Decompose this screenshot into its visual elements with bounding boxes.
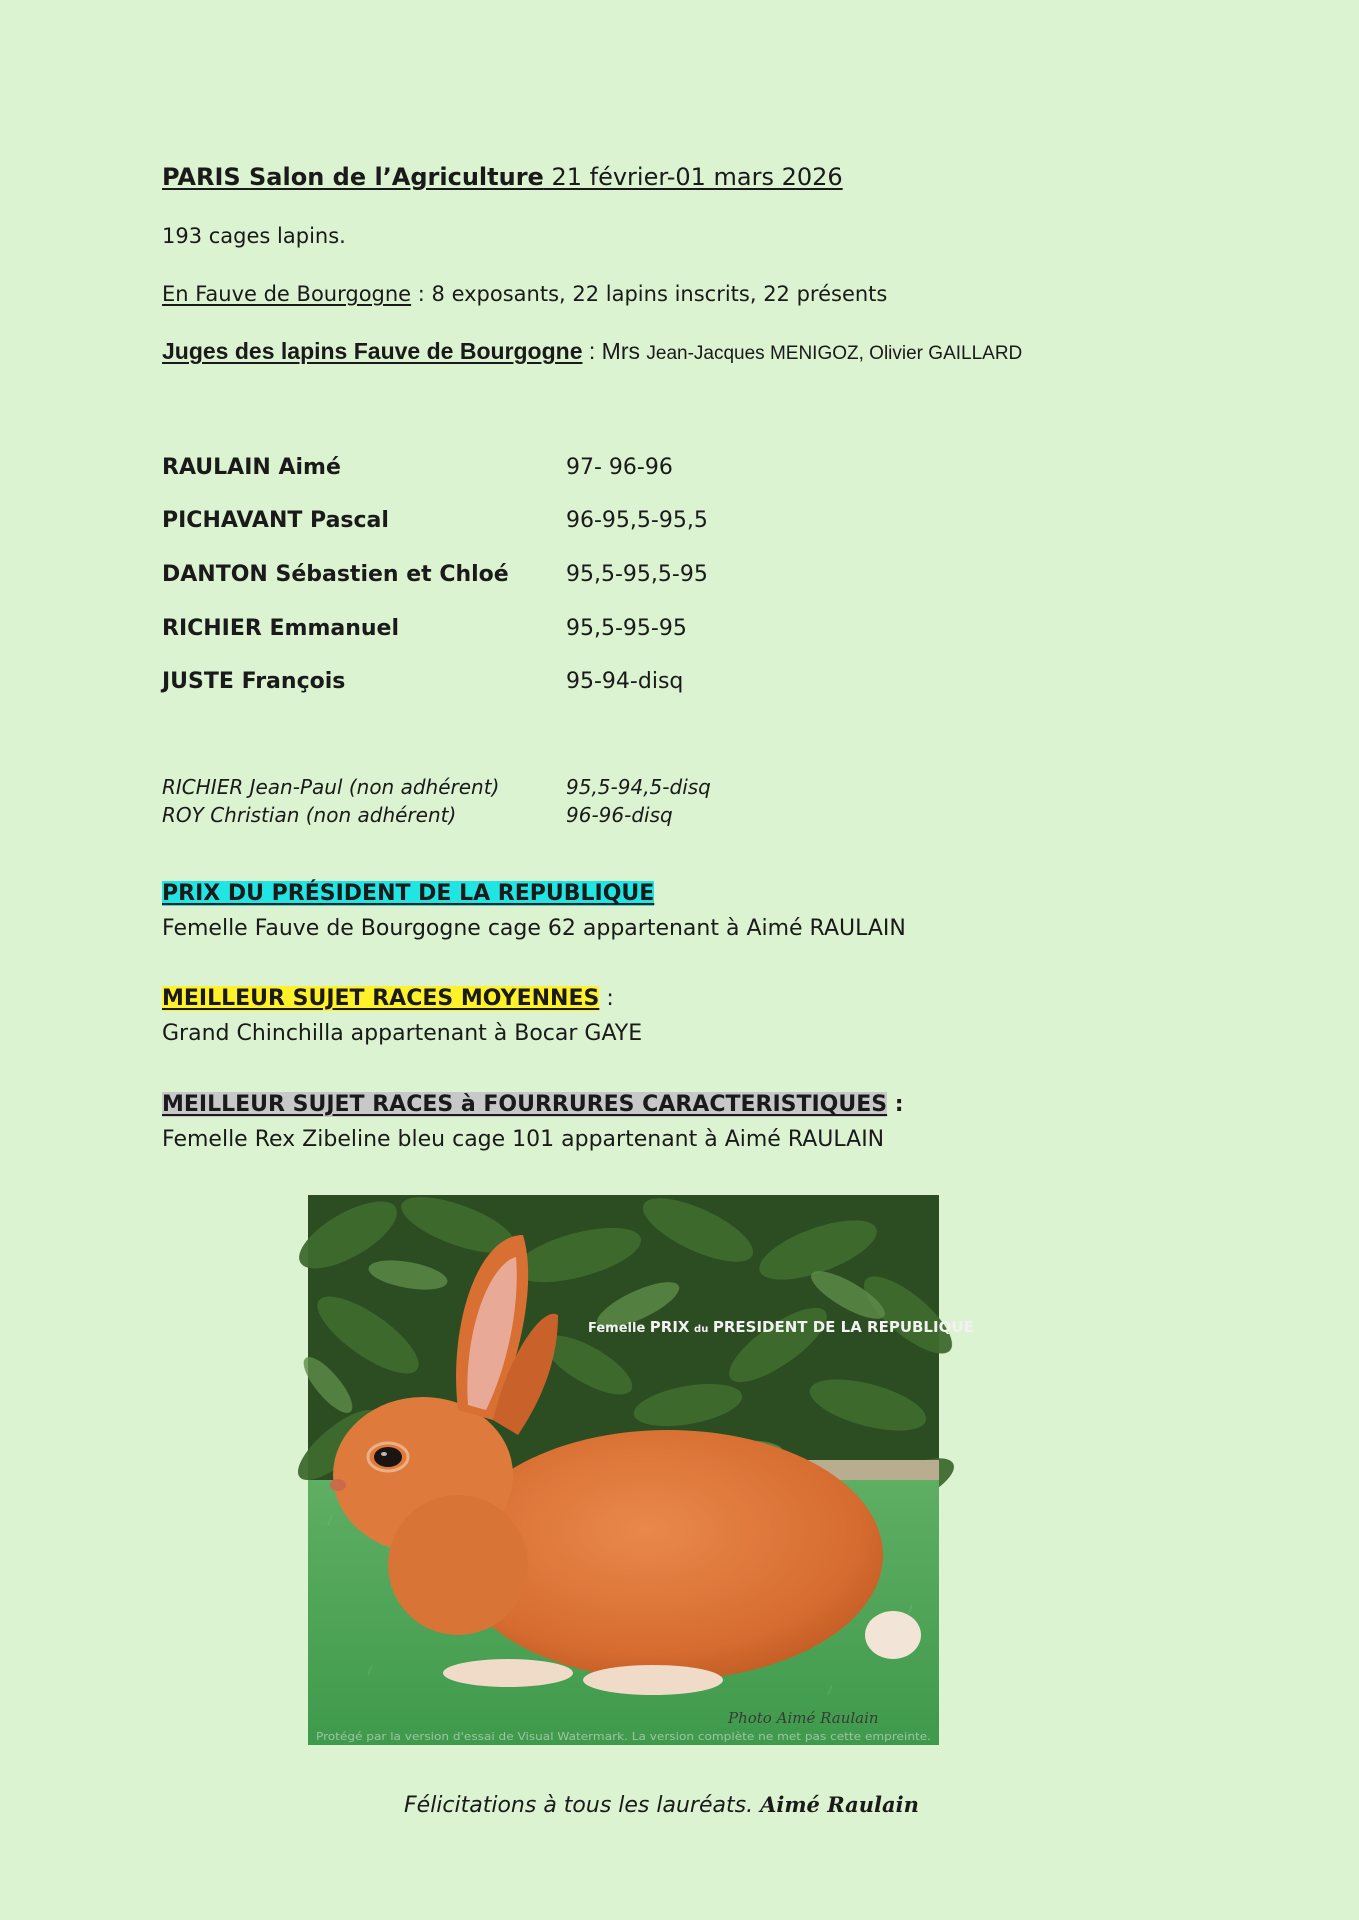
prize-text: Femelle Rex Zibeline bleu cage 101 appartenant à Aimé RAULAIN xyxy=(162,1127,885,1152)
photo-overlay: Femelle PRIX du PRESIDENT DE LA REPUBLIQUE xyxy=(588,1318,974,1336)
judges-line xyxy=(162,338,1022,365)
exhibitor-score: 95,5-95,5-95 xyxy=(566,562,708,587)
page-title xyxy=(162,163,843,191)
non-member-score: 96-96-disq xyxy=(566,803,673,827)
prize-title-president xyxy=(162,881,654,906)
cage-count: 193 cages lapins. xyxy=(162,224,346,248)
photo-watermark: Protégé par la version d'essai de Visual Watermark. La version complète ne met pas cette empreinte. xyxy=(316,1731,931,1743)
exhibitor-name: JUSTE François xyxy=(162,669,346,694)
judges-sep: : Mrs xyxy=(582,338,647,364)
exhibitor-name: RAULAIN Aimé xyxy=(162,455,341,480)
exhibitor-name: PICHAVANT Pascal xyxy=(162,508,389,533)
exhibitor-name: DANTON Sébastien et Chloé xyxy=(162,562,509,587)
footer-text: Félicitations à tous les lauréats. xyxy=(404,1793,761,1818)
prize-title: MEILLEUR SUJET RACES à FOURRURES CARACTERISTIQUES xyxy=(162,1092,888,1117)
prize-title-moyennes xyxy=(162,986,614,1011)
prize-title: PRIX DU PRÉSIDENT DE LA REPUBLIQUE xyxy=(162,881,655,906)
judges-names: Jean-Jacques MENIGOZ, Olivier GAILLARD xyxy=(646,343,1023,364)
photo-credit: Photo Aimé Raulain xyxy=(728,1709,879,1727)
fauve-counts: : 8 exposants, 22 lapins inscrits, 22 présents xyxy=(411,282,888,306)
exhibitor-name: RICHIER Emmanuel xyxy=(162,616,400,641)
prize-title-fourrures xyxy=(162,1092,904,1117)
fauve-label: En Fauve de Bourgogne xyxy=(162,282,412,306)
exhibitor-score: 96-95,5-95,5 xyxy=(566,508,708,533)
exhibitor-score: 97- 96-96 xyxy=(566,455,673,480)
fauve-summary xyxy=(162,282,887,306)
title-dates: 21 février-01 mars 2026 xyxy=(543,163,843,191)
prize-suffix: : xyxy=(887,1092,904,1117)
prize-text: Femelle Fauve de Bourgogne cage 62 appartenant à Aimé RAULAIN xyxy=(162,916,906,941)
exhibitor-score: 95,5-95-95 xyxy=(566,616,687,641)
non-member-score: 95,5-94,5-disq xyxy=(566,775,711,799)
prize-suffix: : xyxy=(599,986,614,1011)
exhibitor-score: 95-94-disq xyxy=(566,669,684,694)
rabbit-photo-drawing xyxy=(308,1195,974,1745)
rabbit-photo xyxy=(308,1195,974,1745)
judges-label: Juges des lapins Fauve de Bourgogne xyxy=(162,338,583,364)
non-member-name: ROY Christian (non adhérent) xyxy=(162,803,457,827)
prize-title: MEILLEUR SUJET RACES MOYENNES xyxy=(162,986,600,1011)
prize-text: Grand Chinchilla appartenant à Bocar GAYE xyxy=(162,1021,643,1046)
title-event: PARIS Salon de l’Agriculture xyxy=(162,163,544,191)
non-member-name: RICHIER Jean-Paul (non adhérent) xyxy=(162,775,500,799)
footer-line xyxy=(404,1792,919,1818)
signature: Aimé Raulain xyxy=(760,1792,919,1817)
